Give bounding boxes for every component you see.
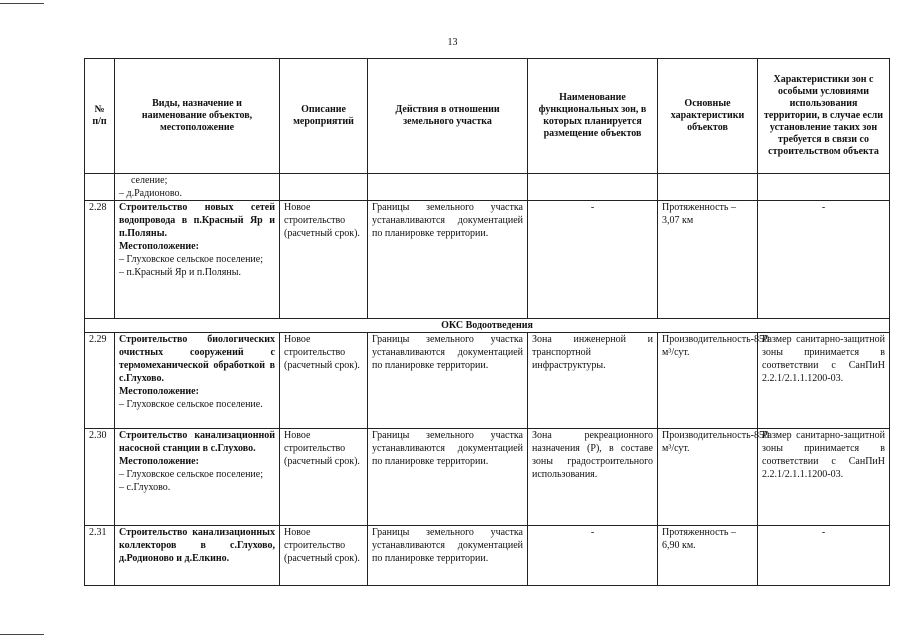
table-header-row bbox=[85, 59, 890, 174]
section-title: ОКС Водоотведения bbox=[85, 319, 890, 333]
header-chars: Основные характеристики объектов bbox=[658, 59, 758, 174]
page-number: 13 bbox=[447, 37, 458, 48]
continuation-cell: селение; – д.Радионово. bbox=[115, 174, 280, 201]
table-row: 2.30 Строительство канализационной насосной станции в с.Глухово. Местоположение: – Глуховское сельское поселение; – с.Глухово. Новое строительство (расчетный срок). Границы земельного участка устанавливаются документацией по планировке территории. Зона рекреационного назначения (Р), в составе зоны градостроительного использования. Производительность-850 м³/сут. Размер санитарно-защитной зоны принимается в соответствии с СанПиН 2.2.1/2.1.1.1200-03. bbox=[85, 429, 890, 526]
table-row: 2.31 Строительство канализационных коллекторов в с.Глухово, д.Родионово и д.Елкино. Новое строительство (расчетный срок). Границы земельного участка устанавливаются документацией по планировке территории. - Протяженность – 6,90 км. - bbox=[85, 526, 890, 586]
top-edge-line bbox=[0, 3, 44, 4]
header-num: № п/п bbox=[85, 59, 115, 174]
header-zones: Наименование функциональных зон, в которых планируется размещение объектов bbox=[528, 59, 658, 174]
table-row: 2.28 Строительство новых сетей водопровода в п.Красный Яр и п.Поляны. Местоположение: – Глуховское сельское поселение; – п.Красный Яр и п.Поляны. Новое строительство (расчетный срок). Границы земельного участка устанавливаются документацией по планировке территории. - Протяженность – 3,07 км - bbox=[85, 201, 890, 319]
bottom-edge-line bbox=[0, 634, 44, 635]
header-special: Характеристики зон с особыми условиями использования территории, в случае если установление таких зон требуется в связи со строительством объекта bbox=[758, 59, 890, 174]
header-desc: Описание мероприятий bbox=[280, 59, 368, 174]
table-row: 2.29 Строительство биологических очистных сооружений с термомеханической обработкой в с.Глухово. Местоположение: – Глуховское сельское поселение. Новое строительство (расчетный срок). Границы земельного участка устанавливаются документацией по планировке территории. Зона инженерной и транспортной инфраструктуры. Производительность-850 м³/сут. Размер санитарно-защитной зоны принимается в соответствии с СанПиН 2.2.1/2.1.1.1200-03. bbox=[85, 333, 890, 429]
header-actions: Действия в отношении земельного участка bbox=[368, 59, 528, 174]
section-header-row bbox=[85, 319, 890, 333]
header-types: Виды, назначение и наименование объектов, местоположение bbox=[115, 59, 280, 174]
continuation-row bbox=[85, 174, 890, 201]
objects-table bbox=[84, 58, 890, 586]
